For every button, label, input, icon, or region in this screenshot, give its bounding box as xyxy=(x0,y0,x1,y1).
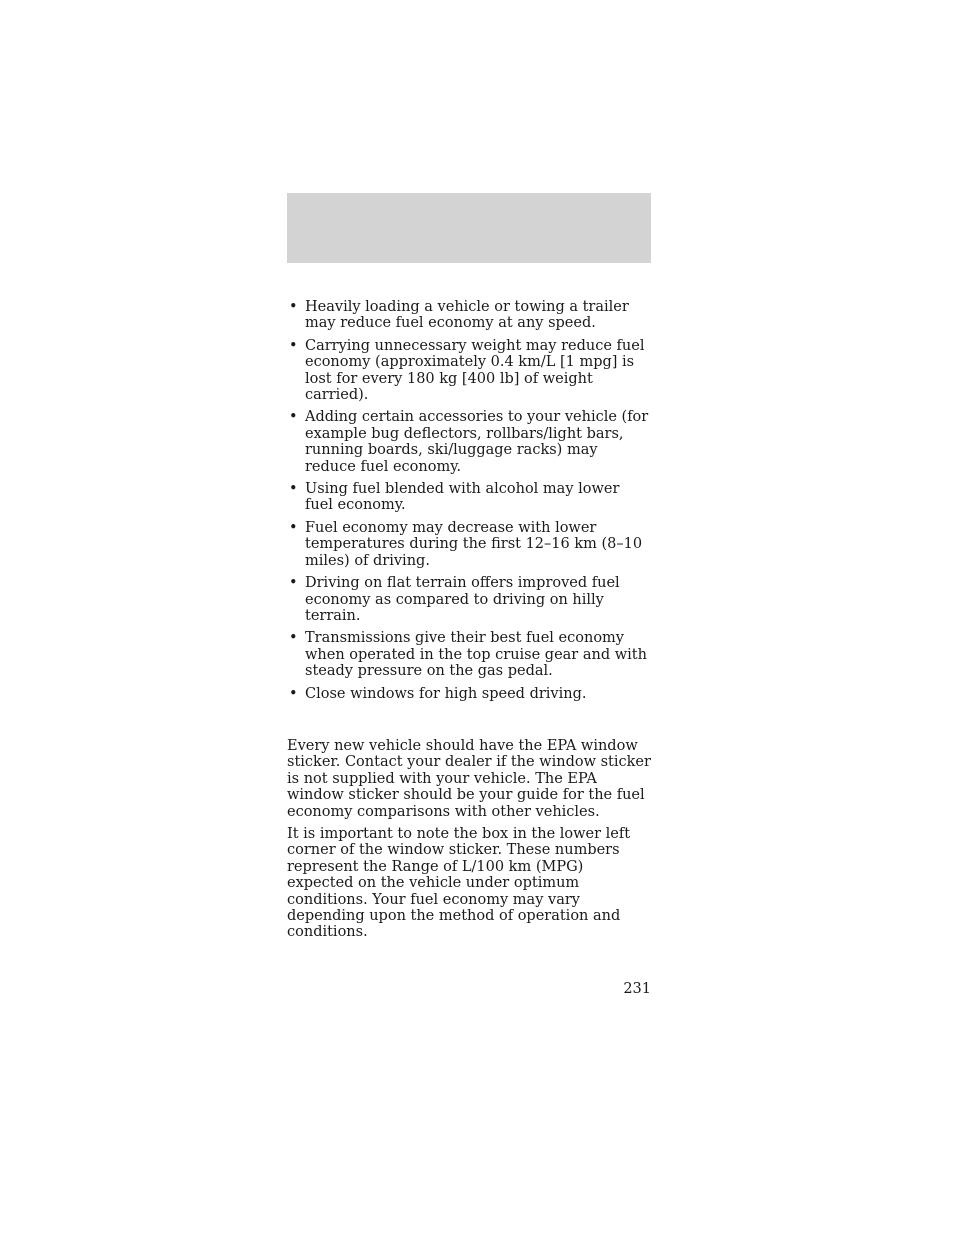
bullet-icon: • xyxy=(289,299,298,315)
list-item xyxy=(287,338,651,404)
list-item-text: Using fuel blended with alcohol may lower fuel economy. xyxy=(305,481,620,514)
list-item xyxy=(287,481,651,514)
section-spacer xyxy=(287,708,651,738)
list-item xyxy=(287,686,651,702)
bullet-icon: • xyxy=(289,337,298,354)
page-content xyxy=(287,299,651,947)
list-item xyxy=(287,299,651,332)
bullet-icon: • xyxy=(289,409,298,426)
page-number: 231 xyxy=(623,981,651,997)
bullet-icon: • xyxy=(289,685,298,702)
epa-sticker-paragraph: Every new vehicle should have the EPA window sticker. Contact your dealer if the window sticker is not supplied with your vehicle. The EPA window sticker should be your guide for the fuel economy comparisons with other vehicles. xyxy=(287,737,651,820)
sticker-range-paragraph: It is important to note the box in the lower left corner of the window sticker. These numbers represent the Range of L/100 km (MPG) expected on the vehicle under optimum conditions. Your fuel economy may vary depending upon the method of operation and conditions. xyxy=(287,825,631,941)
fuel-economy-tips-list xyxy=(287,299,651,702)
section-header-band xyxy=(287,193,651,263)
list-item-text: Driving on flat terrain offers improved fuel economy as compared to driving on hilly terrain. xyxy=(305,575,620,624)
list-item-text: Transmissions give their best fuel economy when operated in the top cruise gear and with steady pressure on the gas pedal. xyxy=(305,630,647,680)
bullet-icon: • xyxy=(289,519,298,536)
list-item-text: Carrying unnecessary weight may reduce fuel economy (approximately 0.4 km/L [1 mpg] is lost for every 180 kg [400 lb] of weight carried). xyxy=(305,337,645,404)
list-item xyxy=(287,575,651,624)
bullet-icon: • xyxy=(289,575,298,592)
list-item-text: Heavily loading a vehicle or towing a trailer may reduce fuel economy at any speed. xyxy=(305,299,629,332)
list-item-text: Fuel economy may decrease with lower temperatures during the first 12–16 km (8–10 miles) of driving. xyxy=(305,519,643,569)
bullet-icon: • xyxy=(289,630,298,647)
list-item-text: Adding certain accessories to your vehicle (for example bug deflectors, rollbars/light bars, running boards, ski/luggage racks) may reduce fuel economy. xyxy=(305,409,649,475)
list-item-text: Close windows for high speed driving. xyxy=(305,685,587,702)
list-item xyxy=(287,520,651,569)
bullet-icon: • xyxy=(289,481,298,498)
list-item xyxy=(287,630,651,679)
list-item xyxy=(287,409,651,475)
